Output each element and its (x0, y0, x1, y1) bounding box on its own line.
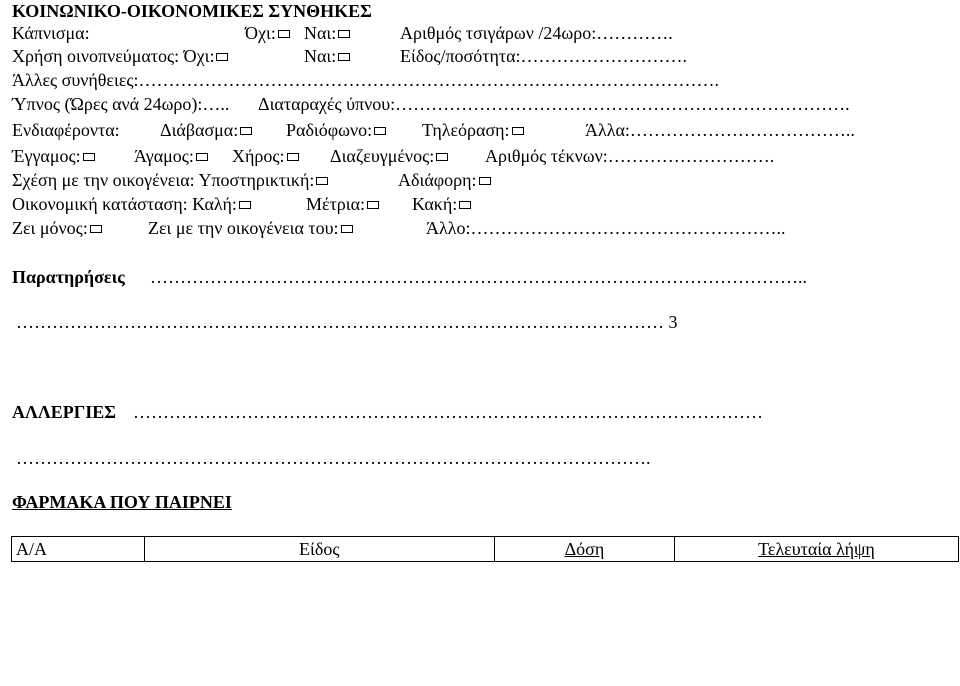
living-other-field[interactable]: Άλλο:…………………………………………….. (426, 218, 786, 238)
living-with-family: Ζει με την οικογένεια του: (148, 217, 353, 239)
widowed-checkbox[interactable] (287, 153, 299, 161)
married-checkbox[interactable] (83, 153, 95, 161)
living-alone: Ζει μόνος: (12, 217, 102, 239)
alcohol-no-checkbox[interactable] (216, 53, 228, 61)
notes-label: Παρατηρήσεις (12, 267, 125, 287)
other-habits-field[interactable]: Άλλες συνήθειες:……………………………………………………………………………………. (12, 70, 720, 90)
marital-divorced: Διαζευγμένος: (330, 145, 448, 167)
interests-label: Ενδιαφέροντα: (12, 120, 120, 140)
children-count-field[interactable]: Αριθμός τέκνων:………………………. (485, 146, 775, 166)
economic-good: Οικονομική κατάσταση: Καλή: (12, 193, 251, 215)
alcohol-type-field[interactable]: Είδος/ποσότητα:………………………. (400, 46, 688, 66)
allergies-field-line-1[interactable]: …………………………………………………………………………………………… (133, 402, 763, 422)
living-family-checkbox[interactable] (341, 225, 353, 233)
supportive-checkbox[interactable] (316, 177, 328, 185)
indifferent-checkbox[interactable] (479, 177, 491, 185)
smoking-yes-checkbox[interactable] (338, 30, 350, 38)
column-header-last-intake: Τελευταία λήψη (674, 537, 958, 562)
family-relation-supportive: Σχέση με την οικογένεια: Υποστηρικτική: (12, 169, 328, 191)
smoking-yes: Ναι: (304, 22, 350, 44)
interest-reading: Διάβασμα: (160, 119, 252, 141)
divorced-checkbox[interactable] (436, 153, 448, 161)
smoking-no: Όχι: (245, 22, 290, 44)
alcohol-yes-checkbox[interactable] (338, 53, 350, 61)
medications-label: ΦΑΡΜΑΚΑ ΠΟΥ ΠΑΙΡΝΕΙ (12, 492, 232, 512)
column-header-number: Α/Α (12, 537, 145, 562)
interest-tv: Τηλεόραση: (422, 119, 524, 141)
radio-checkbox[interactable] (374, 127, 386, 135)
column-header-dose: Δόση (494, 537, 674, 562)
allergies-label: ΑΛΛΕΡΓΙΕΣ (12, 402, 117, 422)
sleep-hours-field[interactable]: Ύπνος (Ώρες ανά 24ωρο):….. (12, 94, 230, 114)
family-relation-indifferent: Αδιάφορη: (398, 169, 491, 191)
economic-bad-checkbox[interactable] (459, 201, 471, 209)
interest-radio: Ραδιόφωνο: (286, 119, 386, 141)
economic-moderate-checkbox[interactable] (367, 201, 379, 209)
notes-field-line-1[interactable]: ……………………………………………………………………………………………….. (150, 267, 807, 287)
table-header-row (12, 537, 959, 562)
notes-field-line-2[interactable]: ……………………………………………………………………………………………… 3 (16, 312, 678, 332)
living-alone-checkbox[interactable] (90, 225, 102, 233)
reading-checkbox[interactable] (240, 127, 252, 135)
tv-checkbox[interactable] (512, 127, 524, 135)
interests-other-field[interactable]: Άλλα:……………………………….. (585, 120, 855, 140)
smoking-no-checkbox[interactable] (278, 30, 290, 38)
column-header-type: Είδος (144, 537, 494, 562)
alcohol-label: Χρήση οινοπνεύματος: Όχι: (12, 45, 228, 67)
cigarettes-count-field[interactable]: Αριθμός τσιγάρων /24ωρο:…………. (400, 23, 673, 43)
allergies-field-line-2[interactable]: ……………………………………………………………………………………………. (16, 448, 651, 468)
section-heading: ΚΟΙΝΩΝΙΚΟ-ΟΙΚΟΝΟΜΙΚΕΣ ΣΥΝΘΗΚΕΣ (12, 1, 372, 21)
marital-single: Άγαμος: (134, 145, 208, 167)
economic-bad: Κακή: (412, 193, 471, 215)
smoking-label: Κάπνισμα: (12, 23, 90, 43)
marital-married: Έγγαμος: (12, 145, 95, 167)
medications-table (11, 536, 959, 562)
single-checkbox[interactable] (196, 153, 208, 161)
marital-widowed: Χήρος: (232, 145, 299, 167)
economic-moderate: Μέτρια: (306, 193, 379, 215)
economic-good-checkbox[interactable] (239, 201, 251, 209)
sleep-disorders-field[interactable]: Διαταραχές ύπνου:…………………………………………………………………. (258, 94, 850, 114)
alcohol-yes: Ναι: (304, 45, 350, 67)
